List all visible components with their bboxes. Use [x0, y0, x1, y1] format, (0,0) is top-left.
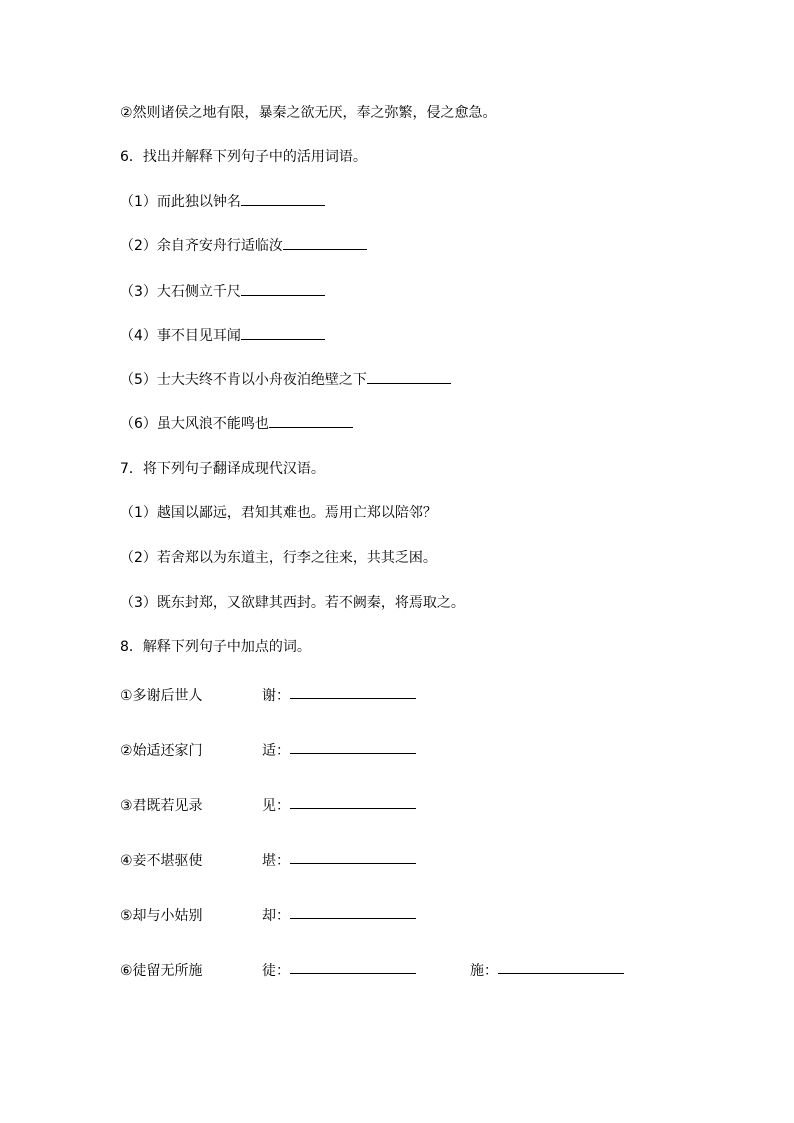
q8-phrase: ①多谢后世人: [120, 688, 203, 704]
q6-item: [120, 192, 325, 212]
q6-item-text: （6）虽大风浪不能鸣也: [120, 416, 269, 432]
q8-phrase: ②始适还家门: [120, 743, 203, 759]
q8-phrase: ⑥徒留无所施: [120, 963, 203, 979]
answer-blank[interactable]: [241, 327, 325, 340]
answer-blank[interactable]: [241, 283, 325, 296]
q6-item-text: （2）余自齐安舟行适临汝: [120, 238, 283, 254]
q6-item-text: （4）事不目见耳闻: [120, 328, 241, 344]
q8-word-label: 却：: [262, 908, 290, 924]
answer-blank[interactable]: [498, 961, 624, 974]
answer-blank[interactable]: [290, 796, 416, 809]
intro-line: ②然则诸侯之地有限，暴秦之欲无厌，奉之弥繁，侵之愈急。: [120, 105, 497, 121]
q8-phrase: ④妾不堪驱使: [120, 853, 203, 869]
q8-word-label: 谢：: [262, 688, 290, 704]
answer-blank[interactable]: [269, 415, 353, 428]
answer-blank[interactable]: [241, 193, 325, 206]
q8-phrase: ③君既若见录: [120, 798, 203, 814]
q8-phrase: ⑤却与小姑别: [120, 908, 203, 924]
q6-item: [120, 414, 353, 434]
question-7-title: 7．将下列句子翻译成现代汉语。: [120, 461, 325, 477]
q8-word-label: 适：: [262, 743, 290, 759]
q8-word-label: 见：: [262, 798, 290, 814]
q6-item-text: （1）而此独以钟名: [120, 194, 241, 210]
answer-blank[interactable]: [290, 961, 416, 974]
question-8-title: 8．解释下列句子中加点的词。: [120, 639, 311, 655]
answer-blank[interactable]: [290, 741, 416, 754]
q7-item: （1）越国以鄙远，君知其难也。焉用亡郑以陪邻？: [120, 505, 437, 521]
q6-item: [120, 370, 451, 390]
answer-blank[interactable]: [290, 906, 416, 919]
q7-item: （2）若舍郑以为东道主，行李之往来，共其乏困。: [120, 550, 437, 566]
answer-blank[interactable]: [290, 686, 416, 699]
question-6-title: 6．找出并解释下列句子中的活用词语。: [120, 149, 367, 165]
q7-item: （3）既东封郑，又欲肆其西封。若不阙秦，将焉取之。: [120, 595, 465, 611]
answer-blank[interactable]: [367, 371, 451, 384]
q8-word-label: 徒：: [262, 963, 290, 979]
answer-blank[interactable]: [290, 851, 416, 864]
q6-item: [120, 326, 325, 346]
q6-item-text: （3）大石侧立千尺: [120, 284, 241, 300]
q6-item-text: （5）士大夫终不肯以小舟夜泊绝壁之下: [120, 372, 367, 388]
q8-word-label: 施：: [470, 963, 498, 979]
answer-blank[interactable]: [283, 237, 367, 250]
q8-word-label: 堪：: [262, 853, 290, 869]
q6-item: [120, 236, 367, 256]
q6-item: [120, 282, 325, 302]
